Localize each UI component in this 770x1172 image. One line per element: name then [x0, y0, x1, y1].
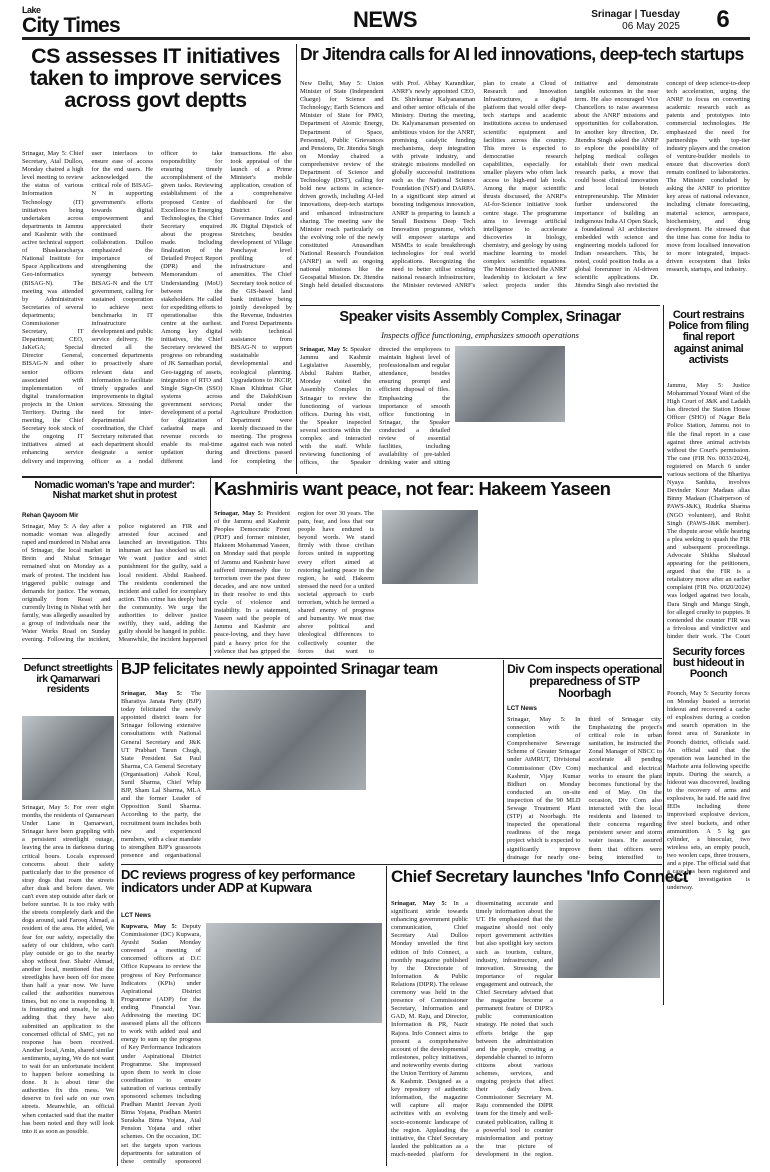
a12-body-c	[667, 1010, 750, 1166]
brand-name: City Times	[22, 14, 120, 36]
a11-headline: DC reviews progress of key performance indicators under ADP at Kupwara	[121, 868, 355, 896]
info-connect-launch-photo	[558, 900, 660, 978]
a1-body: Srinagar, May 5: Chief Secretary, Atal Dulloo, Monday chaired a high level meeting to review the status of various Information Technology (IT) initiatives being undertaken across departments in Jammu and Kashmir with the active technical support of Bhaskaracharya National Institute for Space Applications and Geo-informatics (BISAG-N). The meeting was attended by Administrative Secretaries of several departments; Commissioner Secretary, IT Department; CEO, JaKeGA; Special Director General, BISAG-N and other senior officers associated with implementation of digital transformation projects in the Union Territory. During the meeting, the Chief Secretary took stock of the ongoing IT initiatives aimed at enhancing service delivery and improving user interfaces to ensure ease of access for the end users. He acknowledged the critical role of BISAG-N in supporting government's efforts towards digital empowerment and appreciated their continued collaboration. Dulloo emphasized the importance of strengthening the synergy between BISAG-N and the UT government, calling for sustained cooperation to achieve next benchmarks in IT infrastructure development and public service delivery. He directed all the concerned departments to proactively share relevant data and information to facilitate timely upgrades and improvements in digital services. Stressing the need for inter-departmental coordination, the Chief Secretary reiterated that each department should designate a senior officer as a nodal officer to take responsibility for ensuring timely accomplishment of the given tasks. Reviewing establishment of the proposed Centre of Excellence in Emerging Technologies, the Chief Secretary enquired about the progress made. Including finalization of the Detailed Project Report (DPR) and the Memorandum of Understanding (MoU) between the stakeholders. He called for expediting efforts to operationalise this centre at the earliest. Among key digital initiatives, the Chief Secretary reviewed the progress on rebranding of JK Samadhan portal, Geo-tagging of assets, integration of RTO and Single Sign-On (SSO) systems across government services; development of a portal for digitization of cadastral maps and revenue records to enable its real-time updation during different land transactions. He also took appraisal of the launch of a Prime Minister's mobile application, creation of a comprehensive dashboard for the District Good Governance Index and JK Digital Dipstick of Stretches; besides development of Village Panchayat level profiling of infrastructure and amenities. The Chief Secretary took notice of the GIS-based land bank initiative being jointly developed by the Revenue, Industries and Forest Departments with technical assistance from BISAG-N to support sustainable developmental and ecological planning. Upgradations to JKCIP, Kisan Khidmat Ghar and the DakshKisan Portal under the Agriculture Production Department were keenly discussed in the meeting. The progress against each was noted and directions passed for completing the	[22, 150, 292, 465]
section-rule	[121, 864, 662, 865]
a11-byline: LCT News	[121, 912, 151, 919]
a9-body-b	[206, 794, 366, 860]
a5-headline: Security forces bust hideout in Poonch	[672, 647, 745, 681]
a4-headline: Court restrains Police from filing final report against animal activists	[668, 310, 749, 366]
section-label: NEWS	[353, 9, 417, 31]
dc-meeting-photo	[206, 923, 382, 1023]
bjp-team-photo	[206, 690, 366, 790]
a7-headline: Kashmiris want peace, not fear: Hakeem Yaseen	[214, 480, 611, 499]
col-divider	[386, 866, 387, 1166]
a1-headline: CS assesses IT initiatives taken to improve services across govt deptts	[29, 46, 282, 112]
page-number: 6	[716, 6, 730, 33]
a11-body: Kupwara, May 5: Deputy Commissioner (DC) Kupwara, Ayushi Sudan Monday convened a meeting of concerned officers at D.C Office Kupwara to review the progress of Key Performance Indicators (KPIs) under Aspirational District Programme (ADP) for the ending Financial Year. Addressing the meeting DC assessed plans all the officers to work with added zeal and energy to sum up the progress of Key Performance Indicators under Aspirational District Programme. She impressed upon them to work in close coordination to ensure saturation of various centrally sponsored schemes including Pradhan Mantri Jeevan Jyoti Bima Yojana, Pradhan Mantri Suraksha Bima Yojana, Atal Pension Yojana and other schemes. On the occasion, DC set the targets upon various departments for saturation of these centrally sponsored	[121, 923, 201, 1165]
masthead-rule	[22, 37, 750, 40]
a2-headline: Dr Jitendra calls for AI led innovations, deep-tech startups	[300, 46, 744, 64]
a9-body-c	[371, 690, 499, 860]
a8-headline: Defunct streetlights irk Qamarwari residents	[23, 663, 113, 696]
dateline-lead: Srinagar, May 5:	[121, 690, 183, 697]
col-divider	[210, 478, 211, 656]
a3-subhead: Inspects office functioning, emphasizes smooth operations	[381, 330, 579, 340]
section-rule	[22, 658, 662, 659]
hakeem-yaseen-photo	[382, 510, 478, 584]
a12-body-b	[558, 982, 660, 1166]
a7-body-a	[214, 510, 374, 656]
a11-body-a	[121, 923, 201, 1166]
a3-body-left	[300, 346, 450, 472]
a6-headline: Nomadic woman's 'rape and murder': Nishat market shut in protest	[34, 481, 195, 502]
a8-body: Srinagar, May 5: For over eight months, the residents of Qamarwari Under Lane in Qamarwari, Srinagar have been grappling with a persistent streetlight outage, leaving the area in darkness during critical hours. Locals expressed concerns about their safety particularly due to the presence of stray dogs that roam the streets after dusk and before dawn. We can't even step outside after dark or before sunrise. It is too risky with the streets completely dark and the dogs around, said Farooq Ahmad, a resident of the area. He added, We fear for our safety, especially the safety of our children, who can't play outside or go to the nearby shop without fear. Shabir Ahmad, another local, mentioned that the streetlights have been off for more than half a year now. We have called the authorities numerous times, but no one is responding. It is frustrating and unsafe, he said, adding that they have also submitted an application to the concerned official of SMC, yet no response has been received. Another local, Amin, shared similar sentiments, saying, We do not want to wait for an unfortunate incident to happen before something is done. It is about time the authorities fix this mess. We deserve to feel safe on our own streets. Meanwhile, an official when contacted said that the matter has been noted and they will look into it as soon as possible.	[22, 804, 114, 1135]
a6-byline: Rehan Qayoom Mir	[22, 512, 79, 519]
a9-body-a	[121, 690, 201, 860]
a5-body: Poonch, May 5: Security forces on Monday busted a terrorist hideout and recovered a cache of explosives during a cordon and search operation in the forest area of Surankote in Poonch district, officials said. An official said that the operation was launched in the Marhote area following specific inputs. During the search, a hideout was discovered, leading to the recovery of arms and explosives, he said. He said five IEDs including three improvised explosive devices, five steel buckets, and other ammunition. A 5 kg gas cylinder, a binocular, two wireless sets, an empty pouch, two woolen caps, three trousers, and a pipe. The official said that a case has been registered and further investigation is underway.	[667, 690, 750, 892]
dateline-lead: Srinagar, May 5:	[300, 346, 348, 353]
a9-headline: BJP felicitates newly appointed Srinagar team	[121, 662, 438, 678]
a6-body: Srinagar, May 5: A day after a nomadic woman was allegedly raped and murdered in Nishat area of Srinagar, the local market in Brein and Nishat Srinagar remained shut on Monday as a mark of protest. The incident has triggered public outrage and demands for justice. The woman, originally from Reasi and currently living in Nishat with her family, was allegedly assaulted by a group of individuals near the Water Works Road on Sunday evening. Following the incident, police registered an FIR and arrested four accused and launched an investigation. This inhuman act has shocked us all. We want justice and strict punishment for the guilty, said a local resident. Abdul Rasheed. The residents condemned the incident and called for exemplary action. This crime has deeply hurt the community. We urge the authorities to deliver justice swiftly, they said, adding the guilty should be hanged in public. Meanwhile, the incident happened	[22, 523, 207, 644]
a3-headline: Speaker visits Assembly Complex, Srinagar	[339, 310, 621, 325]
section-rule	[300, 305, 660, 306]
col-divider	[296, 44, 297, 474]
col-divider	[663, 305, 664, 1005]
a2-body: New Delhi, May 5: Union Minister of State (Independent Charge) for Science and Technology; Earth Sciences and Minister of State for PMO, Department of Atomic Energy, Department of Space, Personnel, Public Grievances and Pensions, Dr. Jitendra Singh on Monday chaired a comprehensive review of the Department of Science and Technology (DST), calling for bold new actions in science-driven growth, including AI-led innovations, deep-tech startups and enhanced infrastructure sharing. The meeting saw the Minister reach particularly on the evolving role of the newly constituted Anusandhan National Research Foundation (ANRF) as well as ongoing national missions like the Geospatial Mission. Dr. Jitendra Singh held detailed discussions with Prof. Abhay Karandikar, ANRF's newly appointed CEO, Dr. Shivkumar Kalyanaraman and other senior officials of the Ministry. During the meeting, Dr. Kalyanaraman presented on ambitious vision for the ANRF, promising catalytic funding mechanisms, deep integration with private industry, and strategic missions modelled on globally successful institutions such as the National Science Foundation (NSF) and DARPA. In a significant step aimed at boosting indigenous innovation, ANRF is preparing to launch a Small Business Deep Tech Innovation programme, which will empower startups and MSMEs to scale breakthrough technologies for real world applications. Recognizing the need to better utilise existing national research infrastructure, the Minister reviewed ANRF's plan to create a Cloud of Research and Innovation Infrastructures, a digital platform that would offer deep-tech startups and academic institutions access to underused scientific equipment and facilities across the country. This move is expected to democratise research capabilities, especially for smaller players who often lack access to high-end lab tools. Among the major scientific thrusts discussed, the ANRF's AI-for-Science initiative took centre stage. The programme aims to leverage artificial intelligence to accelerate discoveries in biology, chemistry, and geology by using machine learning to model complex scientific equations. The Minister directed the ANRF leadership to kickstart a few select projects under this initiative and demonstrate tangible outcomes in the near term. He also encouraged Vice Chancellors to raise awareness about the ANRF missions and opportunities for collaboration. In another key direction, Dr. Jitendra Singh asked the ANRF to explore the possibility of helping medical colleges establish their own medical research parks, a move that could boost clinical innovation and local biotech entrepreneurship. The Minister further underscored the importance of building an indigenous India AI Open Stack, a foundational AI architecture embedded with science and engineering models tailored for Indian researchers. This, he noted, could position India as a global forerunner in AI-driven scientific applications. Dr. Jitendra Singh also revisited the concept of deep science-to-deep tech acceleration, urging the ANRF to focus on converting academic research such as patents and prototypes into commercial technologies. He emphasized the need for partnerships with top-tier industry players and the creation of venture-builder models to ensure that discoveries don't remain confined to laboratories. The Minister concluded by asking the ANRF to prioritize key areas of national relevance, including climate forecasting, material science, aerospace, biochemistry, and drug development. He stressed that the time has come for India to move from localised innovation to more integrated, impact-driven ecosystem that links research, startups, and industry.	[300, 80, 750, 290]
a11-body-b	[206, 1027, 382, 1166]
dateline-lead: Kupwara, May 5:	[121, 923, 177, 930]
dateline-date: 06 May 2025	[622, 21, 680, 32]
dateline	[580, 9, 680, 37]
a4-body: Jammu, May 5: Justice Mohammad Yousuf Wani of the High Court of J&K and Ladakh has directed the Station House Officer (SHO) of Nagar Bela Police Station, Jammu not to file the final report in a case against three animal activists without the Court's permission. The case (FIR No. 0033/2024), registered on March 6 under various sections of the Bhartiya Nyaya Sanhita, involves Devinder Kour Madaan alias Binny Madaan (Chairperson of PAWS-J&K), Rudrika Sharma (NGO volunteer), and Rohit Singh (PAWS-J&K member). The dispute arose while hearing a plea seeking to quash the FIR and subsequent proceedings. Advocate Shikha Shahzad appearing for the petitioners, argued that the FIR is a retaliatory move after an earlier complaint (FIR No. 0020/2024) was lodged against two locals, Dara Singh and Mangu Singh, for alleged cruelty to puppies. It contended the counter FIR was a frivolous and vindictive and hinder their work. The Court	[667, 382, 750, 640]
a3-body: Srinagar, May 5: Speaker Jammu and Kashmir Legislative Assembly, Abdul Rahim Rather, Monday visited the Assembly Complex in Srinagar to review the functioning of various offices. During his visit, the Speaker inspected several sections within the complex and interacted with the staff. While reviewing functioning of offices, the Speaker directed the employees to maintain highest level of professionalism and regular attendance, besides ensuring prompt and efficient disposal of files. Emphasizing the importance of smooth office functioning in Srinagar, the Speaker conducted a detailed review of essential facilities, including availability of pre-tabled drinking water and sitting	[300, 346, 450, 467]
a3-body-right	[570, 346, 660, 472]
a9-body: Srinagar, May 5: The Bharatiya Janata Party (BJP) today felicitated the newly appointed district team for Srinagar following extensive consultations with National General Secretary and J&K UT Prabhari Tarun Chugh, State President Sat Paul Sharma, CA General Secretary (Organisation) Ashok Koul, Sunil Sharma, Chief Whip BJP, Sham Lal Sharma, MLA and the former Leader of Opposition Sunil Sharma. According to the party, the recruitment team includes both new and experienced members, with a clear mandate to strengthen BJP's grassroots presence and organisational	[121, 690, 201, 859]
a10-byline: LCT News	[507, 705, 537, 712]
masthead-logo	[22, 6, 144, 36]
a10-headline: Div Com inspects operational preparedness of STP Noorbagh	[507, 663, 662, 701]
brand-top: Lake	[22, 6, 41, 15]
streetlight-photo	[22, 716, 114, 800]
dateline-lead: Srinagar, May 5:	[391, 900, 447, 907]
a12-headline: Chief Secretary launches 'Info Connect'	[391, 868, 692, 886]
dateline-day: Srinagar | Tuesday	[591, 9, 680, 20]
dateline-lead: Srinagar, May 5:	[214, 510, 264, 517]
a10-body: Srinagar, May 5: In connection with the completion of Comprehensive Sewerage Scheme of Greater Srinagar under AtMRUT, Divisional Commissioner (Div Com) Kashmir, Vijay Kumar Bidhuri on Monday conducted an on-site inspection of the 90 MLD Sewage Treatment Plant (STP) at Noorbagh. He inspected the operational readiness of the mega project which is expected to significantly improve drainage for nearly one-third of Srinagar city. Emphasizing the project's critical role in urban sanitation, he instructed the Zonal Manager of NBCC to accelerate all pending mechanical and electrical works to ensure the plant becomes functional by the end of May. On the occasion, Div Com also interacted with the local residents and listened to their concerns regarding persistent sewer and storm water issues. He assured them that officers were being intensified to	[507, 716, 662, 861]
a7-body-b	[382, 588, 478, 654]
a3-body-col	[455, 424, 565, 472]
col-divider	[503, 660, 504, 862]
a7-body-c	[484, 510, 662, 656]
a12-body-a	[391, 900, 553, 1166]
a12-body: Srinagar, May 5: In a significant stride towards enhancing government public communication, Chief Secretary Atal Dulloo Monday unveiled the first edition of Info Connect, a monthly magazine published by the Directorate of Information & Public Relations (DIPR). The release ceremony was held in the presence of Commissioner Secretary, Information and GAD, M. Raju, and Director, Information & PR, Nazir Rajora. Info Connect aims to present a comprehensive account of the developmental milestones, policy initiatives, and noteworthy events during the Union Territory of Jammu & Kashmir. Designed as a key repository of authentic information, the magazine will capture all major activities with an evolving socio-economic landscape of the region. Applauding the initiative, the Chief Secretary lauded the publication as a much-needed platform for disseminating accurate and timely information about the UT. He emphasized that the magazine should not only report government activities but also spotlight key sectors such as tourism, culture, industry, infrastructure, and innovation. Stressing the importance of regular engagement and outreach, the Chief Secretary advised that the magazine become a permanent feature of DIPR's public communication strategy. He noted that such efforts bridge the gap between the administration and the people, creating a dependable channel to inform citizens about various schemes, services, and ongoing projects that affect their daily lives. Commissioner Secretary M. Raju commended the DIPR team for the timely and well-curated publication, calling it a powerful tool to counter misinformation and portray the true picture of development in the region.	[391, 900, 553, 1158]
section-rule	[22, 476, 662, 478]
a7-body: Srinagar, May 5: President of the Jammu and Kashmir Peoples Democratic Front (PDF) and former minister, Hakeem Mohammad Yaseen, on Monday said that people of Jammu and Kashmir have suffered immensely due to terrorism over the past three decades, and are now united in their resolve to end this cycle of violence and instability. In a statement, Yaseen said the people of Jammu and Kashmir are peace-loving, and they have paid a heavy price for the violence that has gripped the region for over 30 years. The pain, fear, and loss that our people have endured is beyond words. We stand firmly with those civilian forces united in supporting every effort aimed at restoring lasting peace in the region, he said. Hakeem stressed the need for a united societal approach to curb terrorism, which he termed a shared enemy of progress and humanity. We must rise above political and ideological differences to collectively counter the forces that want to	[214, 510, 374, 655]
speaker-photo	[455, 346, 565, 422]
col-divider	[117, 660, 118, 1166]
